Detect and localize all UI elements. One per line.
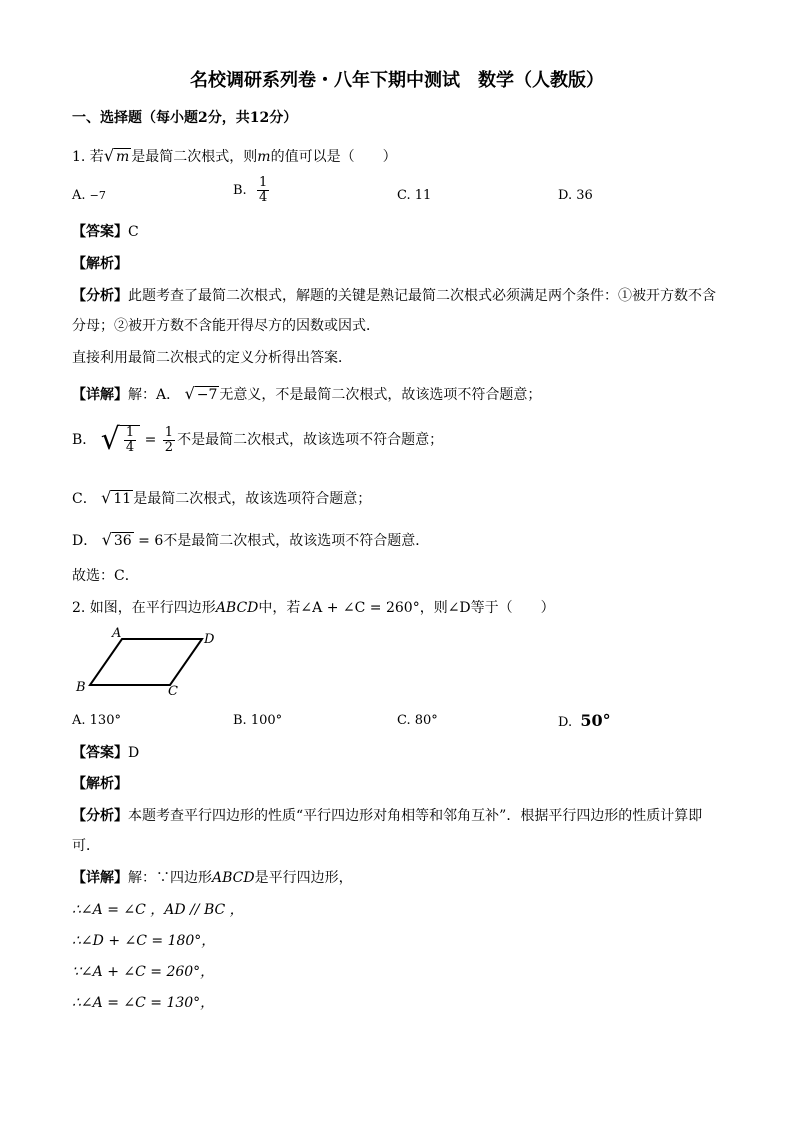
q2-option-d: D. 50°	[558, 711, 611, 730]
q1-fenxi-1: 【分析】此题考查了最简二次根式，解题的关键是熟记最简二次根式必须满足两个条件：①被开方数不含	[72, 288, 716, 304]
q1-option-b: B. $\frac{1}{4}$	[233, 175, 268, 206]
q2-option-b: B. 100°	[233, 713, 283, 728]
q2-option-a: A. 130°	[72, 713, 121, 728]
vertex-label-c: C	[168, 684, 178, 697]
q1-detail-d: D． √ 36 = 6不是最简二次根式，故该选项不符合题意．	[72, 530, 430, 549]
q1-option-c: C. 11	[397, 188, 432, 203]
q1-sqrt-m: √ m	[103, 146, 130, 165]
q2-fenxi-1: 【分析】本题考查平行四边形的性质“平行四边形对角相等和邻角互补”．根据平行四边形的性质计算即	[72, 808, 703, 824]
q1-choose: 故选：C．	[72, 568, 139, 584]
section-heading: 一、选择题（每小题2分，共12分）	[72, 110, 298, 126]
q1-detail-a: 【详解】解：A． √ −7 无意义，不是最简二次根式，故该选项不符合题意；	[72, 384, 542, 403]
q1-stem	[72, 148, 397, 166]
q1-option-d: D. 36	[558, 188, 593, 203]
q2-detail-3: ∴∠D + ∠C = 180°，	[72, 933, 216, 949]
parallelogram-shape	[90, 639, 202, 685]
page-title: 名校调研系列卷・八年下期中测试 数学（人教版）	[190, 70, 604, 91]
q1-stem-b: 是最简二次根式，则	[131, 148, 258, 165]
q2-detail-2: ∴∠A = ∠C ，AD // BC ，	[72, 902, 244, 918]
q2-fenxi-2: 可．	[72, 838, 100, 854]
q1-detail-b: B． √ $\frac{1}{4}$ = $\frac{1}{2}$ 不是最简二次根式，故该选项不符合题意；	[72, 422, 444, 457]
q2-option-c: C. 80°	[397, 713, 438, 728]
q2-jiexi: 【解析】	[72, 776, 128, 792]
parallelogram-figure	[72, 625, 232, 697]
q1-stem-a: 1. 若	[72, 148, 104, 165]
q2-answer: 【答案】D	[72, 745, 140, 761]
q1-var: m	[257, 148, 271, 165]
q2-stem: 2. 如图，在平行四边形ABCD中，若∠A + ∠C = 260°，则∠D等于（ ）	[72, 600, 555, 616]
q1-answer: 【答案】C	[72, 224, 139, 240]
q1-fenxi-3: 直接利用最简二次根式的定义分析得出答案．	[72, 350, 352, 366]
vertex-label-b: B	[76, 680, 86, 695]
q1-option-a: A. −7	[72, 188, 106, 203]
q2-detail-1: 【详解】解：∵四边形ABCD是平行四边形，	[72, 870, 353, 886]
q1-stem-c: 的值可以是（ ）	[270, 148, 397, 165]
vertex-label-d: D	[204, 632, 215, 647]
q1-fenxi-2: 分母；②被开方数不含能开得尽方的因数或因式．	[72, 318, 380, 334]
q1-jiexi: 【解析】	[72, 256, 128, 272]
q2-detail-5: ∴∠A = ∠C = 130°，	[72, 995, 215, 1011]
q1-detail-c: C． √ 11 是最简二次根式，故该选项符合题意；	[72, 488, 372, 507]
q2-detail-4: ∵∠A + ∠C = 260°，	[72, 964, 215, 980]
vertex-label-a: A	[112, 626, 122, 641]
